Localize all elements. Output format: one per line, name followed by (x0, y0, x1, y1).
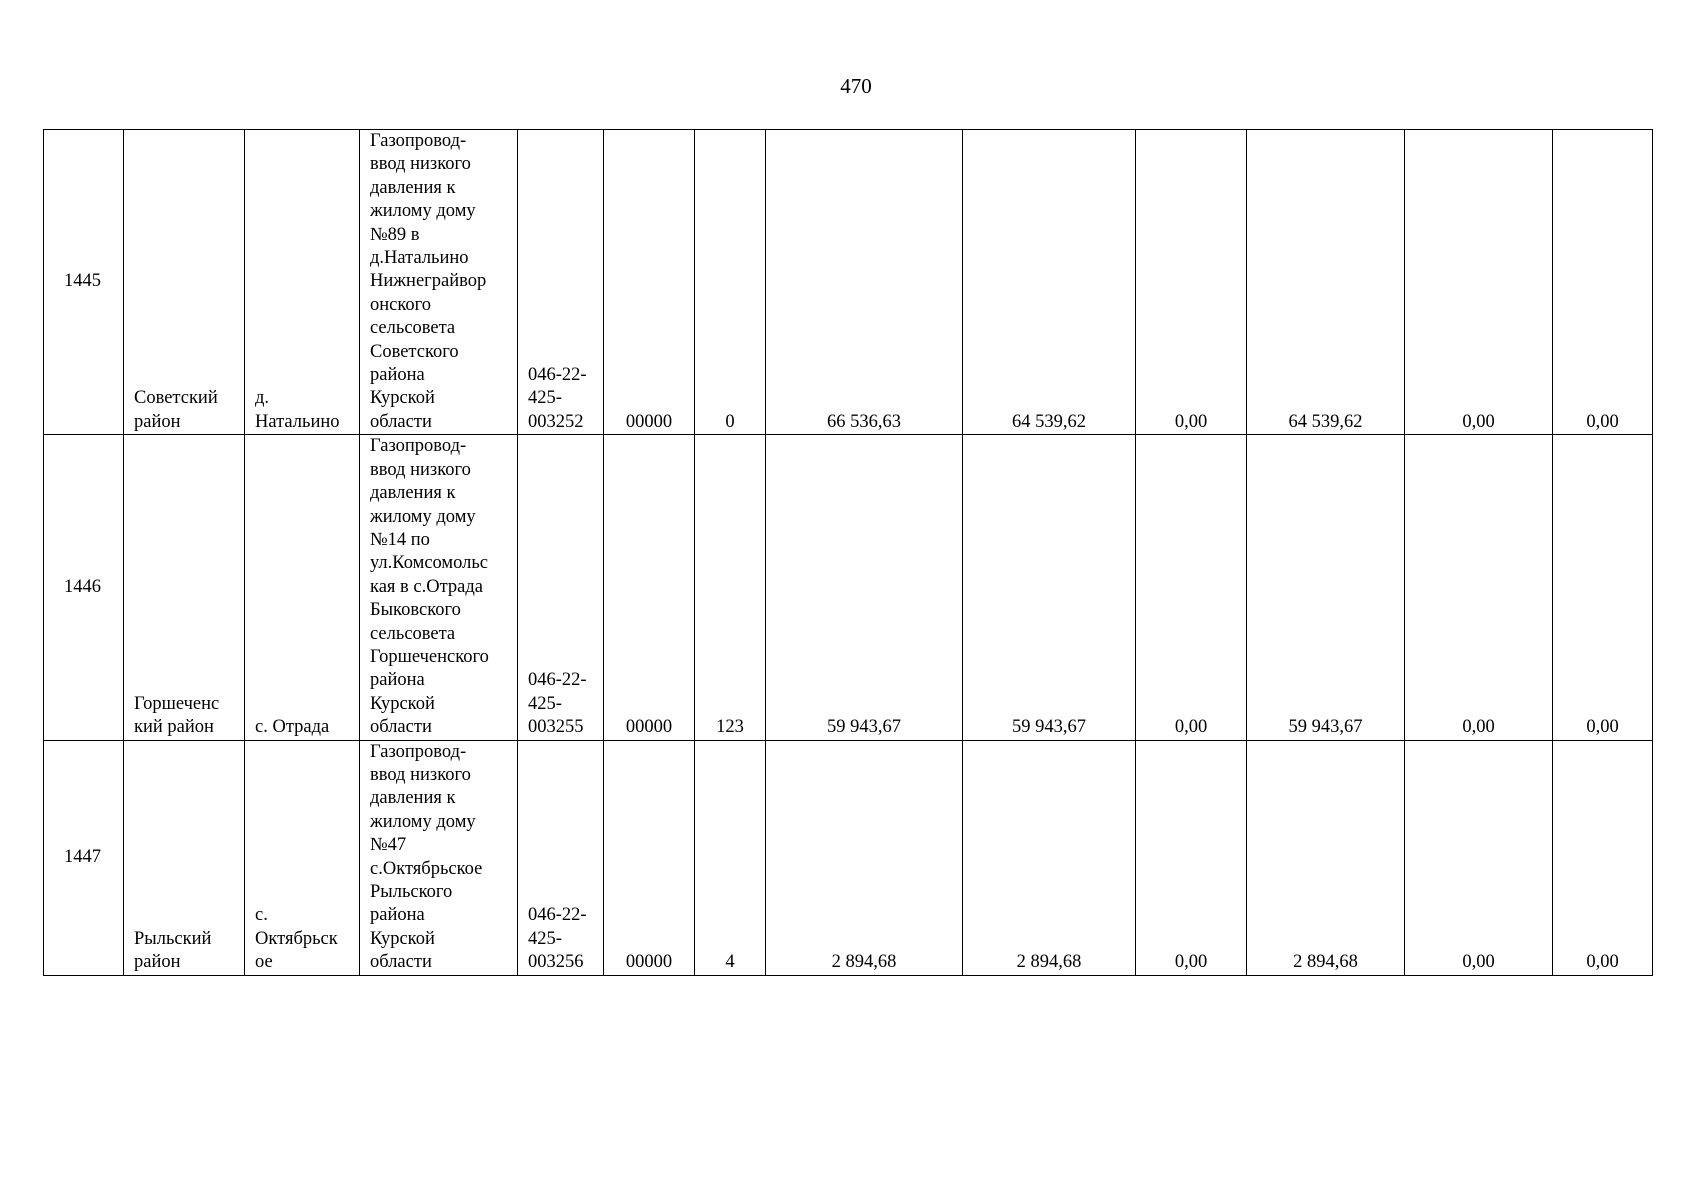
value3-cell: 0,00 (1136, 740, 1247, 975)
col6-cell: 00000 (604, 740, 695, 975)
value5-cell: 0,00 (1405, 435, 1553, 740)
value4-cell: 64 539,62 (1247, 130, 1405, 435)
settlement-cell: д. Натальино (245, 130, 360, 435)
district-cell: Советский район (124, 130, 245, 435)
col7-cell: 0 (695, 130, 766, 435)
row-index: 1447 (44, 740, 124, 975)
value2-cell: 59 943,67 (963, 435, 1136, 740)
value6-cell: 0,00 (1553, 435, 1653, 740)
col7-cell: 4 (695, 740, 766, 975)
value5-cell: 0,00 (1405, 740, 1553, 975)
code-cell: 046-22- 425- 003252 (518, 130, 604, 435)
description-cell: Газопровод- ввод низкого давления к жилому дому №89 в д.Натальино Нижнеграйвор онского сельсовета Советского района Курской области (360, 130, 518, 435)
description-cell: Газопровод- ввод низкого давления к жилому дому №47 с.Октябрьское Рыльского района Курской области (360, 740, 518, 975)
value6-cell: 0,00 (1553, 740, 1653, 975)
value1-cell: 66 536,63 (766, 130, 963, 435)
col6-cell: 00000 (604, 130, 695, 435)
district-cell: Горшеченс кий район (124, 435, 245, 740)
value6-cell: 0,00 (1553, 130, 1653, 435)
value1-cell: 2 894,68 (766, 740, 963, 975)
settlement-cell: с. Отрада (245, 435, 360, 740)
settlement-cell: с. Октябрьск ое (245, 740, 360, 975)
code-cell: 046-22- 425- 003255 (518, 435, 604, 740)
value5-cell: 0,00 (1405, 130, 1553, 435)
col6-cell: 00000 (604, 435, 695, 740)
table-row (44, 130, 1653, 435)
value3-cell: 0,00 (1136, 435, 1247, 740)
value4-cell: 2 894,68 (1247, 740, 1405, 975)
row-index: 1446 (44, 435, 124, 740)
row-index: 1445 (44, 130, 124, 435)
table-row (44, 740, 1653, 975)
district-cell: Рыльский район (124, 740, 245, 975)
table-row (44, 435, 1653, 740)
value4-cell: 59 943,67 (1247, 435, 1405, 740)
value3-cell: 0,00 (1136, 130, 1247, 435)
value2-cell: 64 539,62 (963, 130, 1136, 435)
value2-cell: 2 894,68 (963, 740, 1136, 975)
code-cell: 046-22- 425- 003256 (518, 740, 604, 975)
asset-registry-table (43, 129, 1653, 976)
col7-cell: 123 (695, 435, 766, 740)
page-number: 470 (840, 74, 872, 98)
value1-cell: 59 943,67 (766, 435, 963, 740)
description-cell: Газопровод- ввод низкого давления к жилому дому №14 по ул.Комсомольс кая в с.Отрада Быковского сельсовета Горшеченского района Курской области (360, 435, 518, 740)
